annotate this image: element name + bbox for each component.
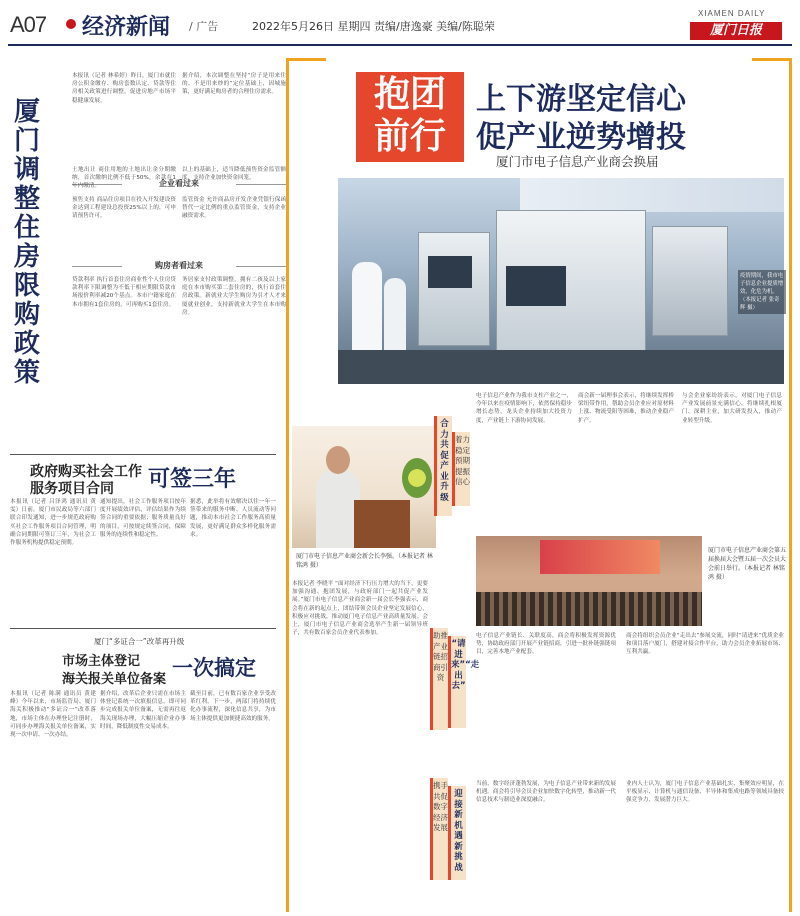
feature-paragraph: 商会将组织会员企业“走出去”参展交流，同时“请进来”优质企业和项目落户厦门，搭建对接合作平台，助力会员企业拓展市场、互利共赢。 (626, 633, 784, 656)
masthead-rule (8, 44, 792, 46)
gov-paragraph: 本报讯（记者 吕泽鸿 通讯员 黄雯）日前，厦门市民政局等六部门联合印发通知，进一步规范政府购买社会工作服务项目合同管理，明确合同期限可签订三年，为社会工作服务机构提供稳定预期。 (10, 499, 96, 547)
gov-paragraph: 据悉，此举将有效解决以往一年一签带来的服务中断、人员流动等问题，推动本市社会工作服务高质量发展，更好满足群众多样化服务需求。 (190, 499, 276, 538)
section-dot-icon (66, 19, 76, 29)
feature-paragraph: 本报记者 李晓平 “面对经济下行压力增大的当下，更要加强沟通、抱团发展，与政府部门一起共促产业发展。”厦门市电子信息产业商会新一届会长李强表示，商会将在新的起点上，团结带领会员企业坚定发展信心，积极应对挑战，推动厦门电子信息产业高质量发展。会上，厦门市电子信息产业商会选举产生新一届领导班子，共有数百家会员企业代表参加。 (292, 581, 428, 637)
subhead-rule (72, 266, 122, 267)
feature-title-line-2: 促产业逆势增投 (476, 120, 686, 155)
customs-paragraph: 截至目前，已有数百家企业享受改革红利。下一步，两部门将持续优化办事流程，深化信息共享，为市场主体提供更加便捷高效的服务。 (190, 691, 276, 722)
page-number: A07 (10, 12, 47, 37)
gov-paragraph: 通知提出，社会工作服务项目按年度开展绩效评估，评估结果作为续签合同的重要依据；服务质量良好的项目，可按规定续签合同，保障服务的连续性和稳定性。 (100, 499, 186, 538)
machine-screen (506, 266, 566, 306)
publication-date-line: 2022年5月26日 星期四 责编/唐逸豪 美编/陈聪荣 (252, 20, 495, 33)
gov-headline-main: 可签三年 (148, 467, 237, 492)
factory-floor (338, 350, 784, 384)
gov-headline-line-1: 政府购买社会工作 (30, 464, 142, 480)
article-divider (10, 454, 276, 455)
customs-headline-main: 一次搞定 (172, 656, 256, 680)
badge-text-line-1: 抱团 (373, 74, 446, 115)
frame-corner (286, 58, 326, 61)
meeting-audience (476, 592, 702, 626)
housing-lead-paragraph: 本报讯（记者 林希婷）昨日，厦门市就住房公积金缴存、购房套数认定、贷款等住房相关政策进行调整，促进房地产市场平稳健康发展。 (72, 73, 176, 104)
speaker-podium (354, 500, 410, 548)
section-tag-vertical: 合力共促产业升级 (434, 416, 452, 516)
section-tag-vertical: 着力稳定预期 提振信心 (452, 432, 470, 506)
customs-headline-line-2: 海关报关单位备案 (62, 672, 167, 687)
logo-english: XIAMEN DAILY (698, 9, 766, 18)
customs-kicker: 厦门“多证合一”改革再升级 (94, 637, 185, 646)
subhead-rule (236, 266, 286, 267)
podium-flowers (402, 458, 432, 498)
section-subtitle: / 广告 (189, 20, 219, 33)
factory-photo-caption: 疫情期间，我市电子信息企业提质增效，化危为机。（本报记者 张奇辉 摄） (738, 270, 786, 314)
gov-headline-line-2: 服务项目合同 (30, 481, 114, 497)
housing-lead-paragraph-2: 据介绍，本次调整在坚持“房子是用来住的、不是用来炒的”定位基础上，因城施策，更好满足购房者的合理住房需求。 (182, 73, 286, 96)
housing-paragraph: 预售支持 商品住房项目在投入开发建设资金达到工程建设总投资25%以上的，可申请预售许可。 (72, 197, 176, 220)
customs-headline-line-1: 市场主体登记 (62, 654, 141, 669)
newspaper-logo: 厦门日报 (690, 22, 782, 40)
section-title: 经济新闻 (82, 15, 171, 40)
housing-paragraph: 监管资金 允许商品房开发企业凭银行保函替代一定比例的重点监管资金，支持企业融资需求。 (182, 197, 286, 220)
section-tag-vertical: “请进来”“走出去” (448, 636, 466, 728)
subhead-rule (236, 184, 286, 185)
customs-paragraph: 本报讯（记者 陈满 通讯员 黄建峰）今年以来，市场监管局、厦门海关积极推动“多证合一”改革落地，市场主体在办理登记注册时，可同步办理海关报关单位备案，实现一次申请、一次办结。 (10, 691, 96, 739)
housing-headline: 厦门调整住房限购政策 (14, 97, 41, 388)
subhead-buyers: 购房者看过来 (155, 261, 203, 270)
meeting-photo-caption: 厦门市电子信息产业商会第五届换届大会暨五届一次会员大会前日举行。（本报记者 林铭鸿 摄） (708, 547, 787, 581)
frame-corner (752, 58, 792, 61)
housing-paragraph: 土地出让 商住用地的土地出让金分期缴纳，首次缴纳比例不低于50%，余款在1年内缴清。 (72, 167, 176, 190)
section-tag-vertical: 助推产业链招商引资 (430, 628, 448, 730)
article-divider (10, 628, 276, 629)
speaker-photo-caption: 厦门市电子信息产业商会新会长李强。（本报记者 林铭鸿 摄） (296, 553, 433, 569)
section-tag-vertical: 携手共促数字经济发展 (430, 778, 448, 880)
factory-photo-window (520, 178, 784, 212)
feature-paragraph: 当前，数字经济蓬勃发展，为电子信息产业带来新的发展机遇。商会将引导会员企业加快数字化转型，推动新一代信息技术与制造业深度融合。 (476, 781, 616, 804)
housing-paragraph: 务居家支付政策调整，拥有二孩及以上家庭在本市购买第二套住房的，执行首套住房政策。新就业大学生购房为引才人才来厦就业创业，支持新就业大学生在本市购房。 (182, 277, 286, 316)
factory-worker (384, 278, 406, 358)
speaker-head (326, 446, 350, 474)
factory-machine (418, 232, 490, 346)
machine-screen (428, 256, 472, 288)
feature-subtitle: 厦门市电子信息产业商会换届 (496, 154, 659, 169)
housing-paragraph: 贷款利率 执行首套住房商业性个人住房贷款利率下限调整为不低于相应期限贷款市场报价利率减20个基点。本市户籍家庭在本市拥有1套住房的，可再购买1套住房。 (72, 277, 176, 308)
badge-text-line-2: 前行 (373, 116, 446, 157)
housing-paragraph: 以上的基础上，适当降低预售资金监管额度，支持企业加快资金回笼。 (182, 167, 286, 182)
feature-paragraph: 电子信息产业链长、关联度高，商会将积极发挥资源优势，协助政府部门开展产业链招商，引进一批补链强链项目，完善本地产业配套。 (476, 633, 616, 656)
feature-paragraph: 商会新一届理事会表示，将继续发挥桥梁纽带作用，帮助会员企业应对原材料上涨、物流受阻等困难，推动企业稳产扩产。 (578, 393, 674, 424)
feature-paragraph: 电子信息产业作为我市支柱产业之一，今年以来在疫情影响下，依然保持稳步增长态势，龙头企业持续加大投资力度，产业链上下游协同发展。 (476, 393, 572, 424)
section-tag-vertical: 迎接新机遇新挑战 (448, 786, 466, 880)
feature-paragraph: 与会企业家纷纷表示，对厦门电子信息产业发展前景充满信心，将继续扎根厦门、深耕主业，加大研发投入，推动产业转型升级。 (682, 393, 782, 424)
meeting-stage-screen (540, 540, 660, 574)
factory-machine (652, 226, 728, 336)
subhead-enterprise: 企业看过来 (159, 179, 199, 188)
feature-paragraph: 业内人士认为，厦门电子信息产业基础扎实、集聚效应明显，在平板显示、计算机与通信设备、半导体和集成电路等领域具备较强竞争力，发展潜力巨大。 (626, 781, 784, 804)
feature-title-line-1: 上下游坚定信心 (476, 82, 686, 117)
factory-worker (352, 262, 382, 362)
customs-paragraph: 据介绍，改革后企业只需在市场主体登记系统一次填报信息，即可同步完成报关单位备案，无需再往返海关现场办理，大幅压缩企业办事时间，降低制度性交易成本。 (100, 691, 186, 730)
